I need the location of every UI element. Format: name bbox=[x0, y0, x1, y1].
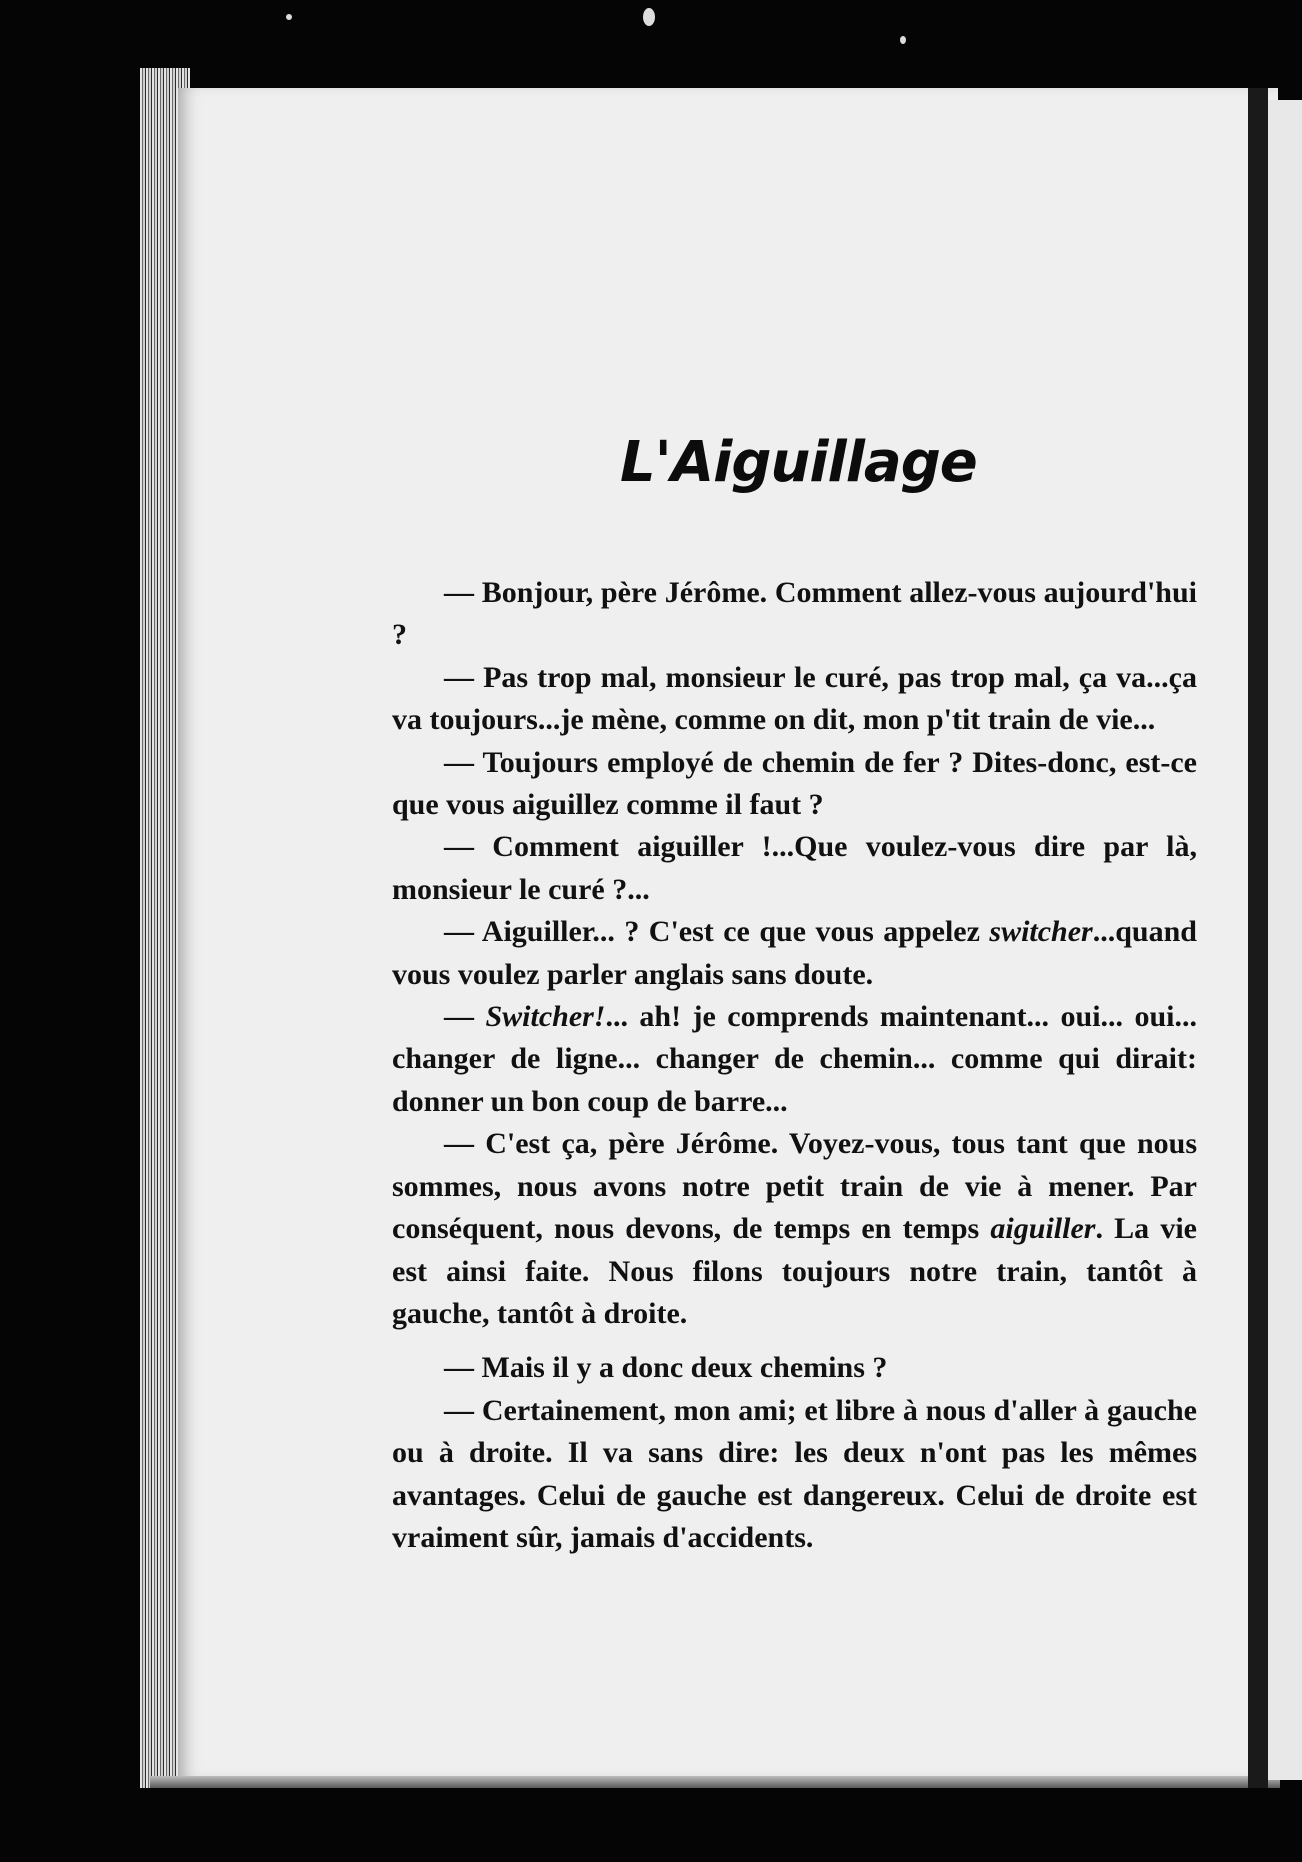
text-run: — C'est ça, père Jérôme. Voyez-vous, tous tant que nous sommes, nous avons notre petit train de vie à mener. Par conséquent, nous devons, de temps en temps bbox=[392, 1127, 1197, 1246]
dialogue-paragraph bbox=[392, 657, 1197, 742]
dialogue-paragraph bbox=[392, 742, 1197, 827]
text-run: — Aiguiller... ? C'est ce que vous appelez bbox=[444, 915, 990, 949]
italic-term: aiguiller bbox=[990, 1212, 1096, 1246]
chapter-body bbox=[392, 572, 1197, 1559]
film-speck bbox=[643, 8, 655, 26]
film-speck bbox=[286, 14, 292, 20]
film-speck bbox=[900, 36, 906, 44]
text-run: — bbox=[444, 1000, 486, 1034]
text-run: ...quand vous voulez parler anglais sans doute. bbox=[392, 915, 1197, 991]
text-run: — Pas trop mal, monsieur le curé, pas trop mal, ça va...ça va toujours...je mène, comme on dit, mon p'tit train de vie... bbox=[392, 660, 1197, 737]
chapter-title: L'Aiguillage bbox=[620, 430, 977, 495]
dialogue-paragraph bbox=[392, 911, 1197, 996]
text-run: ... ah! je comprends maintenant... oui... oui... changer de ligne... changer de chemin... comme qui dirait: donner un bon coup de barre... bbox=[392, 1000, 1197, 1118]
text-run: — Bonjour, père Jérôme. Comment allez-vous aujourd'hui ? bbox=[392, 576, 1197, 652]
text-run: — Certainement, mon ami; et libre à nous d'aller à gauche ou à droite. Il va sans dire: les deux n'ont pas les mêmes avantages. Celui de gauche est dangereux. Celui de droite est vraiment sûr, jamais d'accidents. bbox=[392, 1393, 1197, 1554]
dialogue-paragraph bbox=[392, 996, 1197, 1123]
italic-term: Switcher! bbox=[485, 1000, 606, 1034]
dialogue-paragraph bbox=[392, 826, 1197, 911]
dialogue-paragraph bbox=[392, 572, 1197, 657]
text-run: — Comment aiguiller !...Que voulez-vous dire par là, monsieur le curé ?... bbox=[392, 830, 1197, 906]
text-run: . La vie est ainsi faite. Nous filons toujours notre train, tantôt à gauche, tantôt à droite. bbox=[392, 1212, 1197, 1330]
page-bottom-edge bbox=[150, 1776, 1280, 1788]
dialogue-paragraph bbox=[392, 1347, 1197, 1389]
dialogue-paragraph bbox=[392, 1390, 1197, 1560]
text-run: — Mais il y a donc deux chemins ? bbox=[444, 1351, 888, 1385]
text-run: — Toujours employé de chemin de fer ? Dites-donc, est-ce que vous aiguillez comme il faut ? bbox=[392, 745, 1197, 822]
facing-page-edge bbox=[1268, 100, 1302, 1780]
binding-gutter bbox=[1248, 88, 1268, 1788]
italic-term: switcher bbox=[989, 915, 1093, 949]
dialogue-paragraph bbox=[392, 1123, 1197, 1335]
